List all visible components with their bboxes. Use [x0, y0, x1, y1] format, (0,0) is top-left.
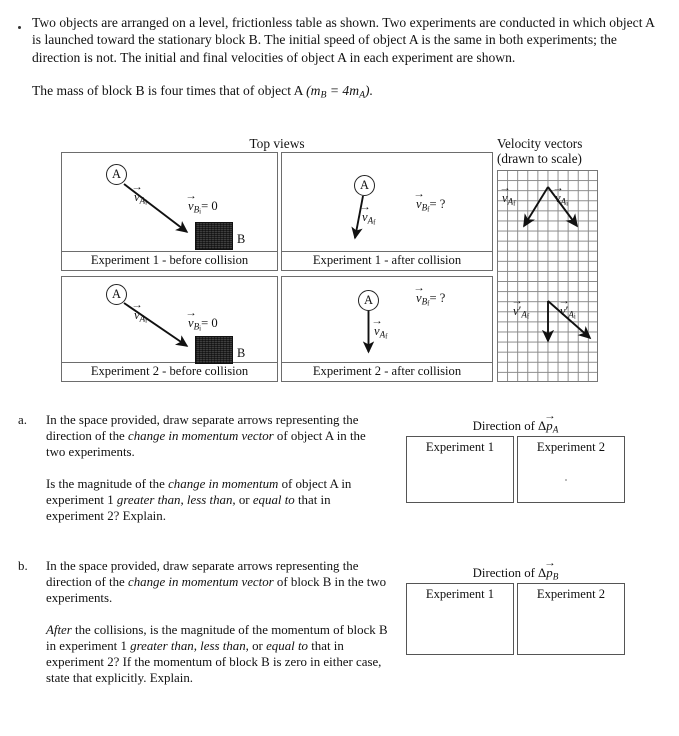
delta-p-vector-symbol	[546, 419, 552, 434]
panel-label-exp2-before: Experiment 2 - before collision	[90, 364, 249, 378]
top-views-caption: Top views	[249, 136, 305, 151]
panel-exp2-after	[281, 276, 493, 382]
qb-p2-italic2: greater than, less than,	[130, 638, 249, 653]
answer-cell-a-exp2-header: Experiment 2	[536, 440, 606, 454]
qa-p2-italic3: equal to	[252, 492, 295, 507]
qb-p1-part1: In the space provided, draw separate arrows representing the direction of the	[46, 559, 359, 590]
grid-label-v-af-exp1: → $v_{Af}$	[502, 191, 515, 207]
intro-mass-text: The mass of block B is four times that of object A	[32, 82, 307, 98]
question-b-body	[18, 558, 398, 686]
label-v-a-initial: → $v_{Ai}$	[134, 308, 147, 324]
qa-p2-part2: of object A in experiment 1	[46, 476, 352, 507]
stray-speck	[565, 479, 567, 481]
qa-p2-part1: Is the magnitude of the	[46, 476, 169, 491]
qa-p2-part3: or	[235, 492, 253, 507]
delta-p-vector-symbol	[546, 566, 552, 581]
p-subscript: A	[552, 424, 559, 435]
qa-p2-italic1: change in momentum	[168, 476, 279, 491]
qb-p2-part1: the collisions, is the magnitude of the momentum of block B in experiment 1	[46, 622, 388, 653]
qa-p1-italic: change in momentum vector	[127, 429, 274, 444]
label-v-a-initial: → $v_{Ai}$	[134, 190, 147, 206]
answer-table-a-title	[406, 419, 625, 435]
question-b-paragraph-1	[46, 558, 398, 607]
question-b	[18, 558, 398, 686]
velocity-vectors-caption	[497, 136, 657, 166]
answer-cell-b-exp2-header: Experiment 2	[536, 587, 606, 601]
question-a-body	[18, 412, 388, 524]
grid-label-v-af-exp2: → $v'_{Af}$	[513, 304, 529, 320]
answer-table-b-title-prefix: Direction of Δ	[472, 566, 547, 580]
panel-exp2-before	[61, 276, 278, 382]
label-v-b-final: → $v_{Bf}=$ ?	[416, 291, 445, 307]
p-subscript: B	[552, 571, 559, 582]
v-b-initial-value: = 0	[201, 316, 218, 330]
question-a	[18, 412, 388, 524]
question-a-marker: a.	[18, 413, 27, 427]
panel-label-exp2-after: Experiment 2 - after collision	[312, 364, 462, 378]
answer-cell-a-exp1-header: Experiment 1	[425, 440, 495, 454]
p-symbol: p	[546, 566, 553, 580]
answer-table-b-title	[406, 566, 625, 582]
qb-p1-part2: of block B in the two experiments.	[46, 575, 387, 606]
object-a-circle: A	[358, 290, 379, 311]
block-b	[195, 336, 233, 364]
answer-cell-b-exp2[interactable]	[517, 583, 625, 655]
question-b-paragraph-2	[46, 622, 398, 687]
qa-p1-part2: of object A in the two experiments.	[46, 429, 366, 460]
v-b-final-value: = ?	[429, 197, 446, 211]
p-symbol: p	[546, 419, 553, 433]
grid-label-v-ai-exp1: → $v_{Ai}$	[555, 191, 568, 207]
v-b-final-value: = ?	[429, 291, 446, 305]
answer-cell-a-exp1[interactable]	[406, 436, 514, 503]
grid-label-v-ai-exp2: → $v'_{Ai}$	[560, 304, 576, 320]
qa-p2-part4: that in experiment 2? Explain.	[46, 492, 331, 524]
panel-label-exp1-before: Experiment 1 - before collision	[90, 253, 249, 267]
label-v-a-final: → $v_{Af}$	[374, 324, 387, 340]
block-b	[195, 222, 233, 250]
qa-p1-part1: In the space provided, draw separate arrows representing the direction of the	[46, 413, 359, 444]
panel-label-exp1-after: Experiment 1 - after collision	[312, 253, 462, 267]
qa-p2-italic2: greater than, less than,	[116, 492, 236, 507]
mass-relation: $(m_B = 4m_A)$.	[306, 82, 373, 101]
label-v-b-initial: → $v_{Bi}= 0$	[188, 316, 218, 332]
answer-table-b-cells	[406, 583, 625, 655]
object-a-circle: A	[106, 164, 127, 185]
velocity-caption-line1: Velocity vectors	[497, 136, 583, 151]
label-v-b-final: → $v_{Bf}=$ ?	[416, 197, 445, 213]
answer-cell-a-exp2[interactable]	[517, 436, 625, 503]
panel-exp1-after	[281, 152, 493, 271]
object-a-circle: A	[106, 284, 127, 305]
answer-cell-b-exp1-header: Experiment 1	[425, 587, 495, 601]
label-v-b-initial: → $v_{Bi}= 0$	[188, 199, 218, 215]
question-b-marker: b.	[18, 559, 28, 573]
question-a-paragraph-2	[46, 476, 388, 525]
answer-table-a-cells	[406, 436, 625, 503]
qb-p2-italic0: After	[46, 622, 72, 637]
qb-p2-part4: that in experiment 2? If the momentum of block B is zero in either case, state that explicitly. Explain.	[46, 638, 382, 686]
object-a-circle: A	[354, 175, 375, 196]
block-b-label: B	[237, 232, 246, 246]
intro-paragraph-1: Two objects are arranged on a level, frictionless table as shown. Two experiments are conducted in which object A is launched toward the stationary block B. The initial speed of object A is the same in both experiments; the direction is not. The initial and final velocities of object A in each experiment are shown.	[32, 15, 655, 65]
velocity-vector-grid	[497, 170, 598, 382]
v-b-initial-value: = 0	[201, 199, 218, 213]
qb-p1-italic: change in momentum vector	[127, 575, 274, 590]
label-v-a-final: → $v_{Af}$	[362, 210, 375, 226]
question-a-paragraph-1	[46, 412, 388, 461]
block-b-label: B	[237, 346, 246, 360]
qb-p2-part3: or	[248, 638, 267, 653]
panel-exp1-before	[61, 152, 278, 271]
velocity-caption-line2: (drawn to scale)	[497, 151, 582, 166]
answer-table-a-title-prefix: Direction of Δ	[472, 419, 547, 433]
answer-cell-b-exp1[interactable]	[406, 583, 514, 655]
qb-p2-italic3: equal to	[266, 638, 308, 653]
